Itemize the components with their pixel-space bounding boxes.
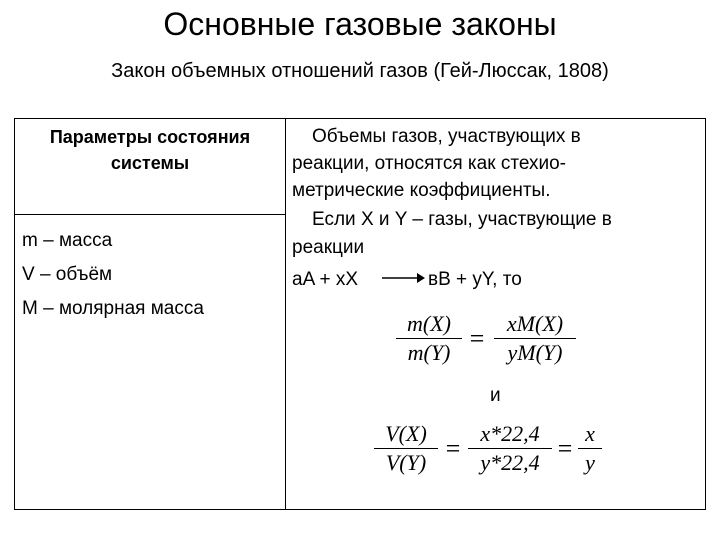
formula-2-equals-2: =	[556, 434, 574, 463]
parameters-header-line-1: Параметры состояния	[49, 127, 251, 147]
frac-volume-num: V(X)	[374, 422, 438, 449]
page-title: Основные газовые законы	[163, 6, 557, 42]
column-divider	[285, 118, 286, 510]
parameters-list	[22, 224, 204, 326]
frac-molar-volume-num: x*22,4	[468, 422, 552, 449]
law-text-line-2: реакции, относятся как стехио-	[292, 153, 566, 174]
parameters-header	[16, 124, 284, 176]
parameters-header-line-2: системы	[110, 153, 190, 173]
frac-coef-molar-num: xM(X)	[494, 312, 576, 339]
formula-2-equals-1: =	[444, 434, 462, 463]
frac-mass-den: m(Y)	[407, 340, 451, 365]
formula-1-equals: =	[468, 324, 486, 353]
frac-mass	[396, 312, 462, 365]
header-divider	[14, 214, 286, 215]
param-molar-mass: M – молярная масса	[22, 298, 204, 319]
frac-coefficients	[578, 422, 602, 475]
frac-coef-molar-den: yM(Y)	[507, 340, 563, 365]
frac-mass-num: m(X)	[396, 312, 462, 339]
law-text-line-3: метрические коэффициенты.	[292, 180, 551, 201]
frac-coefficients-num: x	[578, 422, 602, 449]
frac-molar-volume-den: y*22,4	[480, 450, 540, 475]
reaction-left: aA + xX	[292, 269, 359, 290]
law-text-line-1: Объемы газов, участвующих в	[312, 126, 581, 147]
reaction-arrow-icon	[381, 270, 425, 286]
conjunction: и	[490, 385, 501, 406]
frac-volume-den: V(Y)	[385, 450, 427, 475]
page-subtitle: Закон объемных отношений газов (Гей-Люссак, 1808)	[111, 60, 609, 82]
frac-molar-volume	[468, 422, 552, 475]
law-text-line-4: Если X и Y – газы, участвующие в	[312, 209, 612, 230]
param-volume: V – объём	[22, 264, 113, 285]
reaction-right: вB + yY, то	[428, 269, 522, 290]
param-mass: m – масса	[22, 230, 113, 251]
frac-volume	[374, 422, 438, 475]
frac-coef-molar	[494, 312, 576, 365]
law-text-line-5: реакции	[292, 237, 365, 258]
frac-coefficients-den: y	[585, 450, 595, 475]
